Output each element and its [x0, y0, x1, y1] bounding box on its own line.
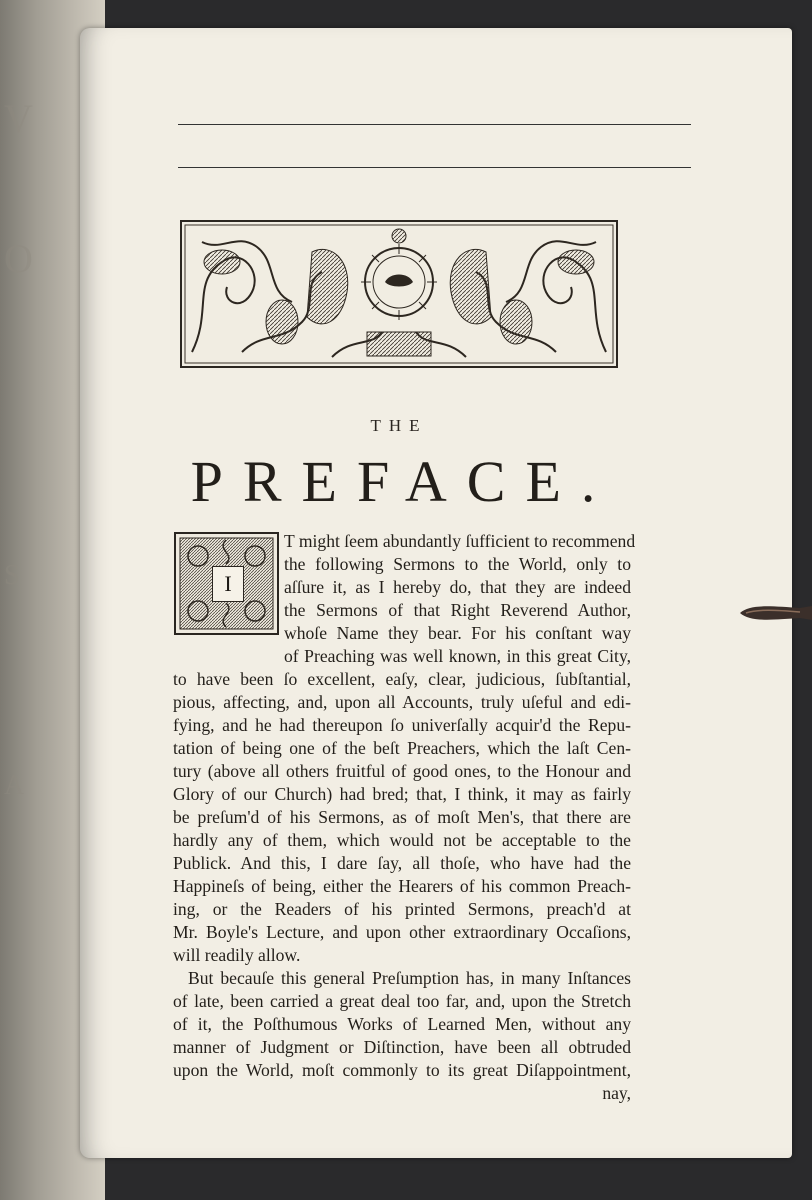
catchword: nay,	[602, 1083, 631, 1103]
headpiece-ornament	[180, 220, 618, 368]
facing-page-fragment: A	[4, 770, 25, 801]
bookmark-icon	[740, 600, 812, 626]
text-line: to have been ſo excellent, eaſy, clear, judicious, ſubſtantial,	[173, 669, 631, 689]
text-line: whoſe Name they bear. For his conſtant way	[284, 623, 631, 643]
header-rule-bottom	[178, 167, 691, 168]
text-line: upon the World, moſt commonly to its great Diſappointment,	[173, 1060, 631, 1080]
text-line: tation of being one of the beſt Preachers, which the laſt Cen-	[173, 738, 631, 758]
facing-page-fragment: V	[4, 96, 33, 141]
facing-page-fragment: O	[4, 236, 33, 281]
text-line: the Sermons of that Right Reverend Author,	[284, 600, 631, 620]
text-line: But becauſe this general Preſumption has, in many Inſtances	[188, 968, 631, 988]
dropcap-ornament	[174, 532, 279, 635]
text-line: hardly any of them, which would not be acceptable to the	[173, 830, 631, 850]
text-line: fying, and he had thereupon ſo univerſally acquir'd the Repu-	[173, 715, 631, 735]
dropcap-letter: I	[212, 566, 244, 602]
text-line: will readily allow.	[173, 945, 301, 965]
text-line: of it, the Poſthumous Works of Learned Men, without any	[173, 1014, 631, 1034]
ornament-engraving-icon	[182, 222, 616, 366]
text-line: T might ſeem abundantly ſufficient to recommend	[284, 531, 636, 551]
header-rule-top	[178, 124, 691, 125]
text-line: of late, been carried a great deal too far, and, upon the Stretch	[173, 991, 631, 1011]
text-line: Publick. And this, I dare ſay, all thoſe, who have had the	[173, 853, 631, 873]
facing-page-fragment: S	[4, 560, 20, 591]
text-line: aſſure it, as I hereby do, that they are indeed	[284, 577, 631, 597]
title-the: THE	[370, 416, 428, 435]
text-line: manner of Judgment or Diſtinction, have been all obtruded	[173, 1037, 631, 1057]
text-line: of Preaching was well known, in this great City,	[284, 646, 631, 666]
text-line: ing, or the Readers of his printed Sermons, preach'd at	[173, 899, 631, 919]
text-line: Happineſs of being, either the Hearers of his common Preach-	[173, 876, 631, 896]
text-line: be preſum'd of his Sermons, as of moſt Men's, that there are	[173, 807, 631, 827]
text-line: the following Sermons to the World, only to	[284, 554, 631, 574]
page-title: PREFACE.	[190, 449, 616, 514]
text-line: pious, affecting, and, upon all Accounts, truly uſeful and edi-	[173, 692, 631, 712]
text-line: Glory of our Church) had bred; that, I think, it may as fairly	[173, 784, 631, 804]
text-line: tury (above all others fruitful of good ones, to the Honour and	[173, 761, 631, 781]
text-line: Mr. Boyle's Lecture, and upon other extraordinary Occaſions,	[173, 922, 631, 942]
